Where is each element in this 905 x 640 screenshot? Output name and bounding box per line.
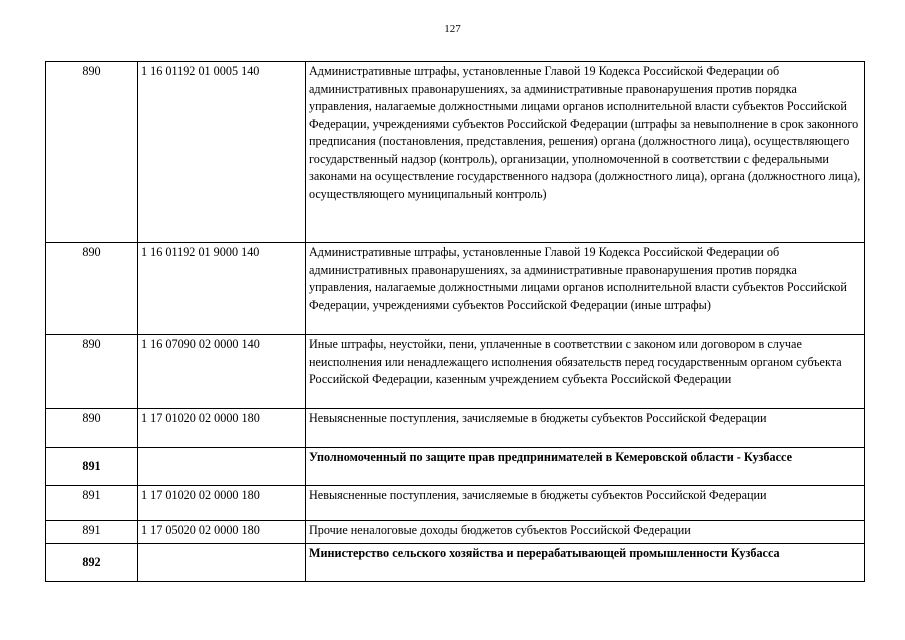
admin-code-cell: 890 [46,243,138,335]
description-cell: Иные штрафы, неустойки, пени, уплаченные в соответствии с законом или договором в случае неисполнения или ненадлежащего исполнения обязательств перед государственным органом субъекта Российской Федерации, казенным учреждением субъекта Российской Федерации [306,335,865,409]
revenue-code-cell: 1 17 01020 02 0000 180 [138,486,306,521]
revenue-code-cell: 1 16 01192 01 0005 140 [138,62,306,243]
table-row [46,62,865,243]
table-row [46,521,865,544]
administrator-header-row [46,544,865,582]
budget-classification-table [45,61,865,582]
description-cell: Невыясненные поступления, зачисляемые в бюджеты субъектов Российской Федерации [306,409,865,448]
admin-code-cell: 891 [46,521,138,544]
table-row [46,486,865,521]
administrator-name-cell: Уполномоченный по защите прав предпринимателей в Кемеровской области - Кузбассе [306,448,865,486]
revenue-code-cell [138,544,306,582]
description-cell: Административные штрафы, установленные Главой 19 Кодекса Российской Федерации об административных правонарушениях, за административные правонарушения против порядка управления, налагаемые должностными лицами органов исполнительной власти субъектов Российской Федерации, учреждениями субъектов Российской Федерации (штрафы за невыполнение в срок законного предписания (постановления, представления, решения) органа (должностного лица), осуществляющего государственный надзор (контроль), организации, уполномоченной в соответствии с федеральными законами на осуществление государственного надзора (должностного лица), органа (должностного лица), осуществляющего муниципальный контроль) [306,62,865,243]
admin-code-cell: 892 [46,544,138,582]
table-row [46,335,865,409]
revenue-code-cell: 1 16 07090 02 0000 140 [138,335,306,409]
revenue-code-cell: 1 17 01020 02 0000 180 [138,409,306,448]
admin-code-cell: 890 [46,409,138,448]
description-cell: Административные штрафы, установленные Главой 19 Кодекса Российской Федерации об административных правонарушениях, за административные правонарушения против порядка управления, налагаемые должностными лицами органов исполнительной власти субъектов Российской Федерации, учреждениями субъектов Российской Федерации (иные штрафы) [306,243,865,335]
admin-code-cell: 891 [46,486,138,521]
table-row [46,409,865,448]
admin-code-cell: 890 [46,335,138,409]
administrator-header-row [46,448,865,486]
revenue-code-cell: 1 16 01192 01 9000 140 [138,243,306,335]
revenue-code-cell: 1 17 05020 02 0000 180 [138,521,306,544]
revenue-code-cell [138,448,306,486]
admin-code-cell: 891 [46,448,138,486]
admin-code-cell: 890 [46,62,138,243]
description-cell: Прочие неналоговые доходы бюджетов субъектов Российской Федерации [306,521,865,544]
administrator-name-cell: Министерство сельского хозяйства и перерабатывающей промышленности Кузбасса [306,544,865,582]
description-cell: Невыясненные поступления, зачисляемые в бюджеты субъектов Российской Федерации [306,486,865,521]
page-number: 127 [444,23,461,35]
table-row [46,243,865,335]
